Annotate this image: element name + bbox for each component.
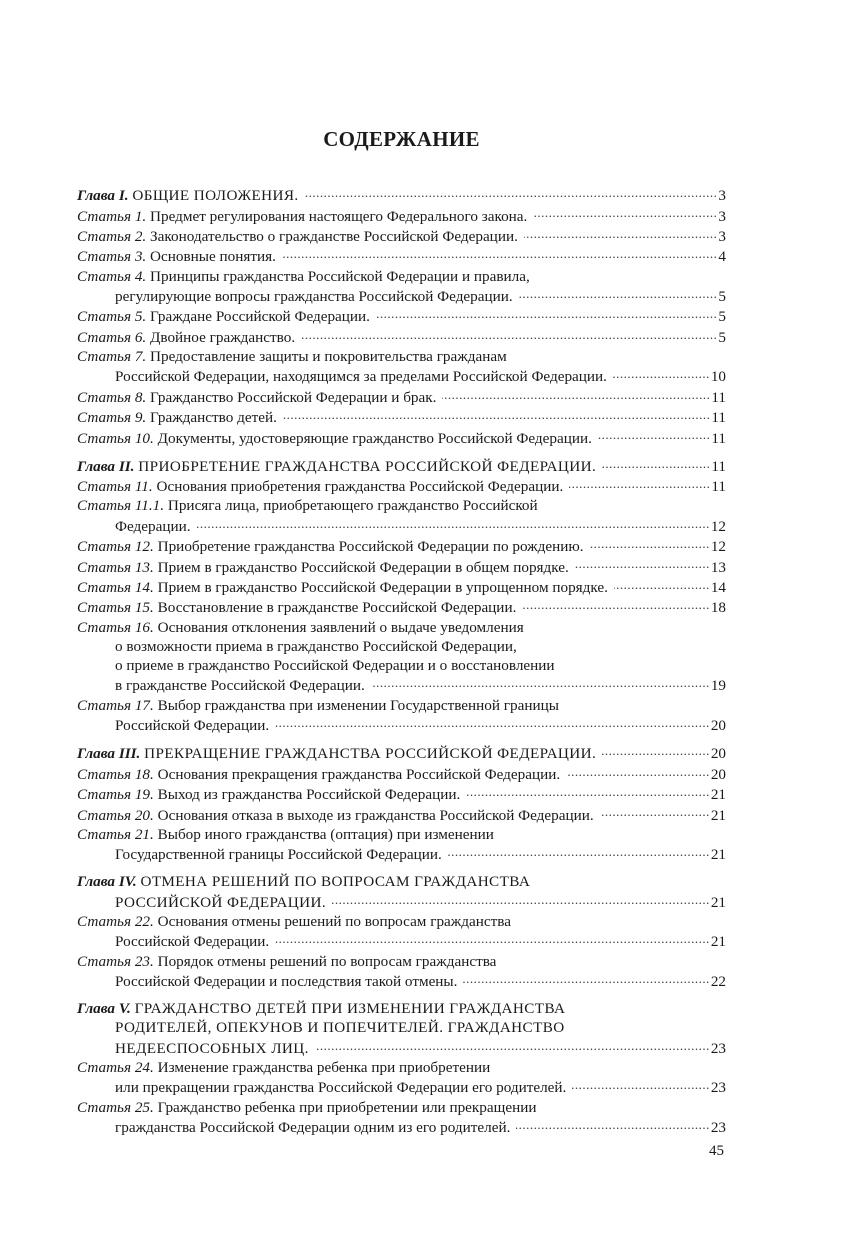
toc-article-entry[interactable]	[77, 804, 726, 824]
dot-leader	[442, 387, 710, 402]
page-reference: 21	[710, 893, 726, 911]
dot-leader	[519, 286, 718, 301]
toc-entry-line	[77, 656, 726, 675]
toc-article-entry[interactable]	[77, 226, 726, 246]
article-title: Российской Федерации и последствия такой отмены.	[115, 972, 458, 990]
toc-chapter-heading[interactable]	[77, 743, 726, 763]
toc-article-entry[interactable]	[77, 912, 726, 952]
article-label: Статья 6.	[77, 328, 147, 346]
page-reference: 23	[710, 1079, 726, 1097]
dot-leader	[516, 1117, 709, 1132]
article-label: Статья 5.	[77, 308, 147, 326]
toc-entry-line	[77, 577, 726, 597]
article-title: Предмет регулирования настоящего Федерального закона.	[150, 207, 528, 225]
dot-leader	[376, 306, 717, 321]
toc-entry-line	[77, 1038, 726, 1058]
toc-article-entry[interactable]	[77, 347, 726, 387]
dot-leader	[522, 597, 709, 612]
toc-entry-line	[77, 844, 726, 864]
page-reference: 3	[718, 187, 726, 205]
article-title: Выход из гражданства Российской Федерации.	[157, 786, 461, 804]
dot-leader	[282, 246, 718, 261]
article-title: Основания отказа в выходе из гражданства Российской Федерации.	[157, 806, 594, 824]
article-title: Принципы гражданства Российской Федерации и правила,	[150, 267, 530, 285]
article-title: Государственной границы Российской Федерации.	[115, 846, 442, 864]
toc-entry-line	[77, 892, 726, 912]
article-title: Основания отклонения заявлений о выдаче уведомления	[157, 618, 524, 636]
article-title: Основания приобретения гражданства Российской Федерации.	[156, 478, 564, 496]
page-reference: 11	[711, 429, 726, 447]
chapter-title: ГРАЖДАНСТВО ДЕТЕЙ ПРИ ИЗМЕНЕНИИ ГРАЖДАНСТВА	[134, 1000, 566, 1018]
dot-leader	[332, 892, 710, 907]
toc-article-entry[interactable]	[77, 1058, 726, 1098]
toc-entry-line	[77, 825, 726, 844]
toc-entry-line	[77, 347, 726, 366]
article-title: Российской Федерации.	[115, 717, 270, 735]
article-title: Восстановление в гражданстве Российской Федерации.	[157, 599, 517, 617]
dot-leader	[569, 476, 710, 491]
page-reference: 18	[710, 599, 726, 617]
toc-article-entry[interactable]	[77, 952, 726, 992]
chapter-label: Глава II.	[77, 457, 135, 475]
article-label: Статья 8.	[77, 388, 147, 406]
article-title: в гражданстве Российской Федерации.	[115, 677, 365, 695]
article-label: Статья 15.	[77, 599, 154, 617]
toc-entry-line	[77, 246, 726, 266]
toc-entry-line	[77, 496, 726, 515]
chapter-title: ПРЕКРАЩЕНИЕ ГРАЖДАНСТВА РОССИЙСКОЙ ФЕДЕРАЦИИ.	[144, 745, 597, 763]
toc-article-entry[interactable]	[77, 556, 726, 576]
page-reference: 12	[710, 538, 726, 556]
article-label: Статья 23.	[77, 952, 154, 970]
article-title: гражданства Российской Федерации одним из его родителей.	[115, 1118, 511, 1136]
dot-leader	[598, 427, 710, 442]
dot-leader	[466, 784, 710, 799]
page-reference: 5	[718, 328, 726, 346]
page-reference: 21	[710, 806, 726, 824]
toc-chapter-block	[77, 743, 726, 864]
article-label: Статья 14.	[77, 579, 154, 597]
dot-leader	[590, 536, 710, 551]
page-title: СОДЕРЖАНИЕ	[323, 127, 480, 151]
article-label: Статья 10.	[77, 429, 154, 447]
page-reference: 19	[710, 677, 726, 695]
chapter-label: Глава I.	[77, 187, 129, 205]
toc-article-entry[interactable]	[77, 205, 726, 225]
article-title: Федерации.	[115, 517, 191, 535]
article-title: Законодательство о гражданстве Российской Федерации.	[150, 227, 518, 245]
page-reference: 21	[710, 933, 726, 951]
toc-entry-line	[77, 387, 726, 407]
dot-leader	[524, 226, 718, 241]
toc-article-entry[interactable]	[77, 496, 726, 536]
toc-entry-line	[77, 999, 726, 1018]
chapter-title: РОДИТЕЛЕЙ, ОПЕКУНОВ И ПОПЕЧИТЕЛЕЙ. ГРАЖДАНСТВО	[115, 1019, 565, 1037]
toc-entry-line	[77, 872, 726, 891]
toc-entry-line	[77, 764, 726, 784]
article-label: Статья 20.	[77, 806, 154, 824]
chapter-label: Глава III.	[77, 745, 141, 763]
toc-article-entry[interactable]	[77, 267, 726, 307]
toc-entry-line	[77, 476, 726, 496]
toc-entry-line	[77, 971, 726, 991]
toc-article-entry[interactable]	[77, 825, 726, 865]
page-reference: 3	[718, 207, 726, 225]
toc-entry-line	[77, 327, 726, 347]
article-label: Статья 16.	[77, 618, 154, 636]
article-label: Статья 18.	[77, 765, 154, 783]
page-reference: 14	[710, 579, 726, 597]
article-label: Статья 1.	[77, 207, 147, 225]
article-label: Статья 11.1.	[77, 497, 165, 515]
page-reference: 11	[711, 457, 726, 475]
page-reference: 12	[710, 517, 726, 535]
article-label: Статья 13.	[77, 558, 154, 576]
toc-chapter-heading[interactable]	[77, 456, 726, 476]
toc-entry-line	[77, 1018, 726, 1037]
page-number: 45	[709, 1143, 724, 1159]
toc-article-entry[interactable]	[77, 618, 726, 696]
page-reference: 11	[711, 388, 726, 406]
chapter-title: ОТМЕНА РЕШЕНИЙ ПО ВОПРОСАМ ГРАЖДАНСТВА	[140, 873, 531, 891]
toc-article-entry[interactable]	[77, 784, 726, 804]
toc-entry-line	[77, 556, 726, 576]
toc-article-entry[interactable]	[77, 577, 726, 597]
toc-entry-line	[77, 536, 726, 556]
toc-article-entry[interactable]	[77, 1098, 726, 1138]
toc-article-entry[interactable]	[77, 427, 726, 447]
toc-article-entry[interactable]	[77, 306, 726, 326]
table-of-contents	[77, 185, 726, 1145]
chapter-title: ОБЩИЕ ПОЛОЖЕНИЯ.	[132, 187, 299, 205]
chapter-title: ПРИОБРЕТЕНИЕ ГРАЖДАНСТВА РОССИЙСКОЙ ФЕДЕРАЦИИ.	[138, 457, 597, 475]
page-reference: 20	[710, 717, 726, 735]
toc-entry-line	[77, 205, 726, 225]
toc-entry-line	[77, 306, 726, 326]
toc-chapter-block	[77, 185, 726, 448]
toc-entry-line	[77, 286, 726, 306]
toc-entry-line	[77, 804, 726, 824]
dot-leader	[301, 327, 717, 342]
toc-entry-line	[77, 931, 726, 951]
toc-entry-line	[77, 784, 726, 804]
toc-chapter-block	[77, 872, 726, 991]
chapter-label: Глава IV.	[77, 873, 137, 891]
dot-leader	[602, 456, 710, 471]
page-reference: 4	[718, 248, 726, 266]
article-label: Статья 4.	[77, 267, 147, 285]
article-label: Статья 17.	[77, 696, 154, 714]
article-title: Документы, удостоверяющие гражданство Российской Федерации.	[157, 429, 592, 447]
article-title: Гражданство ребенка при приобретении или прекращении	[157, 1098, 537, 1116]
toc-entry-line	[77, 366, 726, 386]
article-title: Присяга лица, приобретающего гражданство Российской	[167, 497, 538, 515]
toc-entry-line	[77, 226, 726, 246]
article-title: Двойное гражданство.	[150, 328, 296, 346]
chapter-label: Глава V.	[77, 1000, 131, 1018]
toc-entry-line	[77, 1117, 726, 1137]
article-title: Основные понятия.	[150, 248, 276, 266]
article-title: Приобретение гражданства Российской Федерации по рождению.	[157, 538, 584, 556]
chapter-title: РОССИЙСКОЙ ФЕДЕРАЦИИ.	[115, 893, 327, 911]
toc-entry-line	[77, 427, 726, 447]
dot-leader	[575, 556, 710, 571]
page-reference: 22	[710, 972, 726, 990]
dot-leader	[275, 931, 710, 946]
page-reference: 20	[710, 745, 726, 763]
dot-leader	[602, 743, 710, 758]
toc-chapter-heading[interactable]	[77, 872, 726, 912]
page-reference: 10	[710, 368, 726, 386]
article-title: Российской Федерации, находящимся за пределами Российской Федерации.	[115, 368, 607, 386]
toc-entry-line	[77, 952, 726, 971]
toc-article-entry[interactable]	[77, 246, 726, 266]
article-title: Изменение гражданства ребенка при приобретении	[157, 1058, 491, 1076]
toc-entry-line	[77, 1077, 726, 1097]
toc-entry-line	[77, 715, 726, 735]
toc-entry-line	[77, 597, 726, 617]
article-label: Статья 3.	[77, 248, 147, 266]
dot-leader	[283, 407, 710, 422]
article-title: Порядок отмены решений по вопросам гражданства	[157, 952, 497, 970]
article-title: о возможности приема в гражданство Российской Федерации,	[115, 637, 517, 655]
toc-article-entry[interactable]	[77, 476, 726, 496]
toc-article-entry[interactable]	[77, 696, 726, 736]
toc-chapter-heading[interactable]	[77, 185, 726, 205]
dot-leader	[533, 205, 717, 220]
dot-leader	[305, 185, 718, 200]
toc-chapter-block	[77, 999, 726, 1137]
dot-leader	[613, 366, 710, 381]
article-label: Статья 2.	[77, 227, 147, 245]
toc-entry-line	[77, 1098, 726, 1117]
page-reference: 21	[710, 846, 726, 864]
article-title: Гражданство Российской Федерации и брак.	[150, 388, 437, 406]
dot-leader	[275, 715, 710, 730]
page-reference: 21	[710, 786, 726, 804]
dot-leader	[566, 764, 710, 779]
dot-leader	[197, 516, 710, 531]
toc-article-entry[interactable]	[77, 764, 726, 784]
article-title: Основания отмены решений по вопросам гражданства	[157, 912, 511, 930]
toc-chapter-block	[77, 456, 726, 736]
page-reference: 11	[711, 478, 726, 496]
article-label: Статья 11.	[77, 478, 153, 496]
toc-article-entry[interactable]	[77, 327, 726, 347]
page-reference: 23	[710, 1118, 726, 1136]
toc-entry-line	[77, 675, 726, 695]
toc-entry-line	[77, 637, 726, 656]
article-title: Прием в гражданство Российской Федерации в упрощенном порядке.	[157, 579, 608, 597]
toc-article-entry[interactable]	[77, 536, 726, 556]
article-label: Статья 24.	[77, 1058, 154, 1076]
toc-entry-line	[77, 456, 726, 476]
article-title: или прекращении гражданства Российской Федерации его родителей.	[115, 1079, 567, 1097]
article-title: Гражданство детей.	[150, 409, 277, 427]
dot-leader	[371, 675, 710, 690]
toc-entry-line	[77, 912, 726, 931]
article-title: Основания прекращения гражданства Российской Федерации.	[157, 765, 561, 783]
page-reference: 23	[710, 1039, 726, 1057]
toc-entry-line	[77, 743, 726, 763]
article-title: Граждане Российской Федерации.	[150, 308, 370, 326]
article-title: Предоставление защиты и покровительства гражданам	[150, 347, 507, 365]
article-title: о приеме в гражданство Российской Федерации и о восстановлении	[115, 657, 555, 675]
toc-chapter-heading[interactable]	[77, 999, 726, 1058]
toc-entry-line	[77, 185, 726, 205]
page-reference: 20	[710, 765, 726, 783]
dot-leader	[448, 844, 710, 859]
page-reference: 11	[711, 409, 726, 427]
article-title: регулирующие вопросы гражданства Российской Федерации.	[115, 287, 513, 305]
dot-leader	[315, 1038, 710, 1053]
toc-article-entry[interactable]	[77, 597, 726, 617]
page-reference: 5	[718, 308, 726, 326]
article-label: Статья 19.	[77, 786, 154, 804]
article-title: Выбор гражданства при изменении Государственной границы	[157, 696, 559, 714]
toc-entry-line	[77, 696, 726, 715]
toc-article-entry[interactable]	[77, 407, 726, 427]
toc-entry-line	[77, 618, 726, 637]
toc-entry-line	[77, 407, 726, 427]
article-label: Статья 7.	[77, 347, 147, 365]
toc-entry-line	[77, 267, 726, 286]
article-label: Статья 9.	[77, 409, 147, 427]
toc-entry-line	[77, 516, 726, 536]
article-label: Статья 22.	[77, 912, 154, 930]
dot-leader	[572, 1077, 709, 1092]
toc-entry-line	[77, 1058, 726, 1077]
article-label: Статья 25.	[77, 1098, 154, 1116]
article-label: Статья 21.	[77, 825, 154, 843]
article-title: Российской Федерации.	[115, 933, 270, 951]
page-reference: 5	[718, 287, 726, 305]
dot-leader	[614, 577, 710, 592]
dot-leader	[463, 971, 709, 986]
toc-article-entry[interactable]	[77, 387, 726, 407]
article-title: Выбор иного гражданства (оптация) при изменении	[157, 825, 494, 843]
page-reference: 3	[718, 227, 726, 245]
article-title: Прием в гражданство Российской Федерации в общем порядке.	[157, 558, 569, 576]
page-reference: 13	[710, 558, 726, 576]
dot-leader	[600, 804, 710, 819]
article-label: Статья 12.	[77, 538, 154, 556]
chapter-title: НЕДЕЕСПОСОБНЫХ ЛИЦ.	[115, 1039, 309, 1057]
